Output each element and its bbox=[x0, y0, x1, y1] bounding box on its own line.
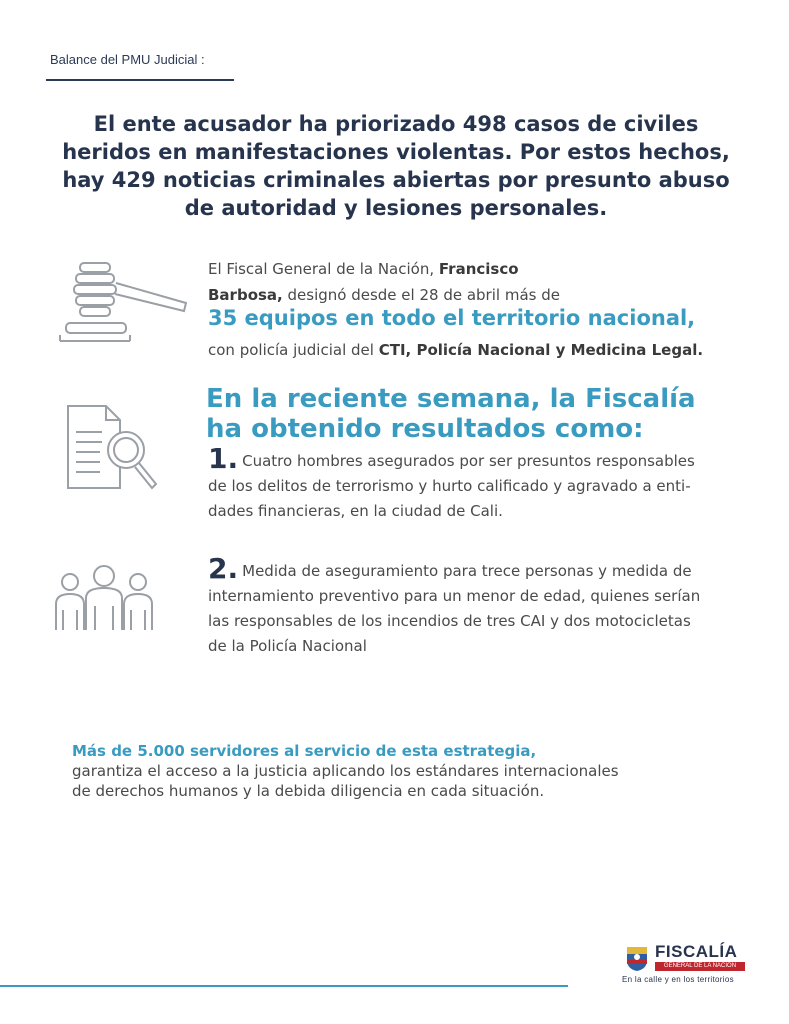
footer-rule bbox=[0, 985, 568, 987]
result-item-1-text-1: Cuatro hombres asegurados por ser presuntos responsables bbox=[242, 452, 695, 470]
result-item-2-line-1 bbox=[208, 552, 748, 585]
gavel-icon bbox=[58, 255, 193, 350]
header-underline bbox=[46, 79, 234, 81]
headline-line-2: heridos en manifestaciones violentas. Por estos hechos, bbox=[62, 140, 730, 164]
fiscal-text-after-name: designó desde el 28 de abril más de bbox=[282, 286, 560, 304]
closing-lead: Más de 5.000 servidores al servicio de esta estrategia, bbox=[72, 742, 537, 760]
result-item-2-text-1: Medida de aseguramiento para trece personas y medida de bbox=[242, 562, 692, 580]
fiscal-highlight: 35 equipos en todo el territorio nacional, bbox=[208, 306, 696, 330]
coat-of-arms-icon bbox=[622, 944, 652, 972]
logo-subtitle: GENERAL DE LA NACIÓN bbox=[655, 962, 745, 971]
results-heading-line-1: En la reciente semana, la Fiscalía bbox=[206, 384, 696, 414]
page-header-title: Balance del PMU Judicial : bbox=[50, 52, 205, 67]
results-heading-line-2: ha obtenido resultados como: bbox=[206, 414, 644, 444]
document-search-icon bbox=[60, 402, 165, 497]
result-item-2-number: 2. bbox=[208, 552, 239, 585]
fiscal-line-1 bbox=[208, 257, 519, 282]
result-item-2-line-4: de la Policía Nacional bbox=[208, 637, 367, 655]
result-item-1-line-2: de los delitos de terrorismo y hurto calificado y agravado a enti- bbox=[208, 477, 691, 495]
fiscal-prefix: El Fiscal General de la Nación, bbox=[208, 260, 439, 278]
results-heading bbox=[206, 384, 696, 444]
fiscal-name-first: Francisco bbox=[438, 260, 519, 278]
closing-line-2: de derechos humanos y la debida diligencia en cada situación. bbox=[72, 782, 545, 800]
result-item-2-line-2: internamiento preventivo para un menor de edad, quienes serían bbox=[208, 587, 701, 605]
fiscalia-logo bbox=[622, 942, 752, 988]
result-item-1-line-3: dades financieras, en la ciudad de Cali. bbox=[208, 502, 503, 520]
result-item-1 bbox=[208, 442, 748, 524]
fiscal-support-prefix: con policía judicial del bbox=[208, 341, 379, 359]
closing-statement bbox=[72, 741, 712, 801]
closing-line-1: garantiza el acceso a la justicia aplicando los estándares internacionales bbox=[72, 762, 619, 780]
fiscal-line-4 bbox=[208, 338, 703, 363]
headline-line-3: hay 429 noticias criminales abiertas por presunto abuso bbox=[62, 168, 730, 192]
result-item-2-line-3: las responsables de los incendios de tres CAI y dos motocicletas bbox=[208, 612, 691, 630]
headline bbox=[40, 110, 752, 222]
people-icon bbox=[50, 560, 160, 635]
headline-line-4: de autoridad y lesiones personales. bbox=[184, 196, 608, 220]
result-item-1-line-1 bbox=[208, 442, 748, 475]
logo-title: FISCALÍA bbox=[655, 942, 738, 961]
fiscal-name-last: Barbosa, bbox=[208, 286, 283, 304]
fiscal-support-bold: CTI, Policía Nacional y Medicina Legal. bbox=[378, 341, 704, 359]
headline-line-1: El ente acusador ha priorizado 498 casos de civiles bbox=[93, 112, 699, 136]
result-item-1-number: 1. bbox=[208, 442, 239, 475]
logo-tagline: En la calle y en los territorios bbox=[622, 975, 734, 984]
result-item-2 bbox=[208, 552, 748, 659]
